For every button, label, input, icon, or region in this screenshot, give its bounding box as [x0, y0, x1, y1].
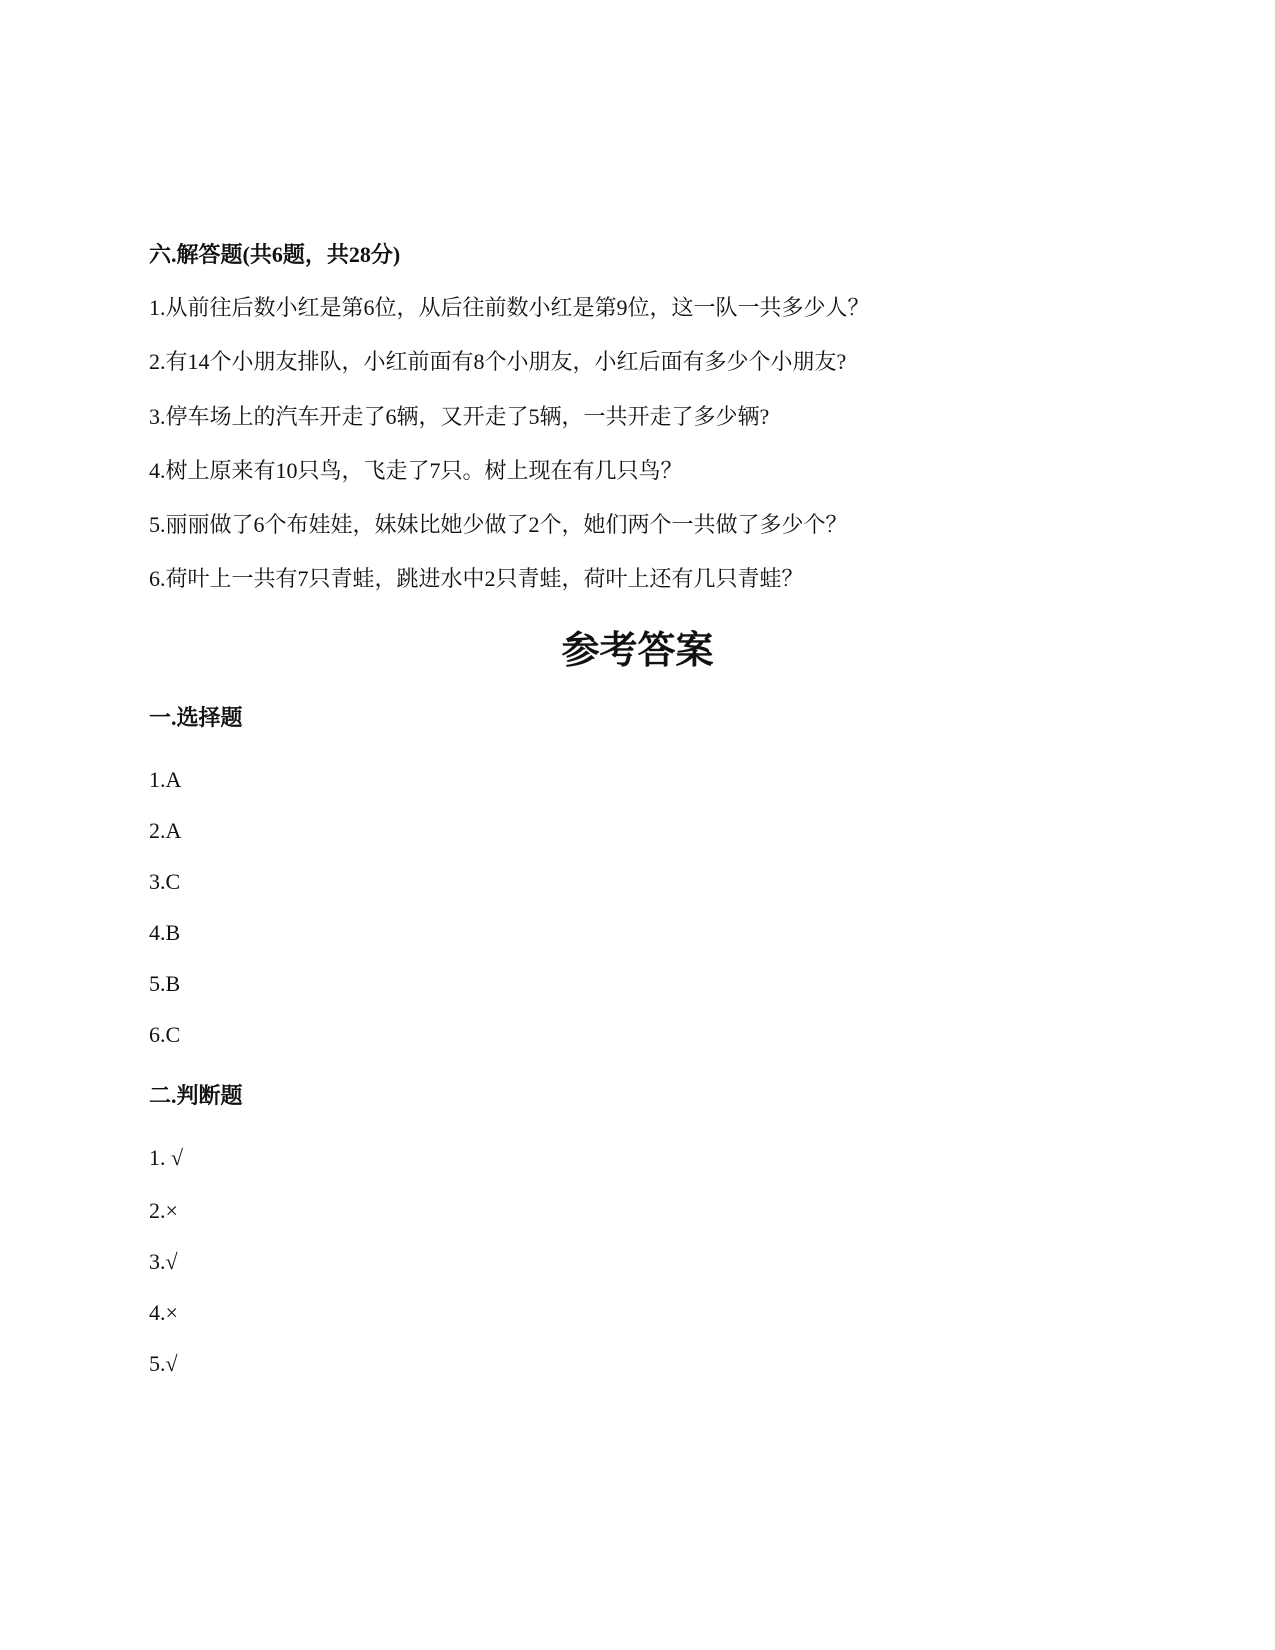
section-heading-judgement: 二.判断题 — [149, 1083, 243, 1108]
choice-answer: 2.A — [149, 818, 182, 843]
judgement-answer: 4.× — [149, 1300, 178, 1325]
question-item: 1.从前往后数小红是第6位，从后往前数小红是第9位，这一队一共多少人？ — [149, 295, 870, 320]
judgement-answer: 2.× — [149, 1198, 178, 1223]
question-item: 2.有14个小朋友排队，小红前面有8个小朋友，小红后面有多少个小朋友? — [149, 349, 847, 374]
section-heading-choice: 一.选择题 — [149, 705, 243, 730]
question-item: 5.丽丽做了6个布娃娃，妹妹比她少做了2个，她们两个一共做了多少个？ — [149, 512, 848, 537]
choice-answer: 5.B — [149, 971, 181, 996]
choice-answer: 6.C — [149, 1022, 181, 1047]
question-item: 3.停车场上的汽车开走了6辆，又开走了5辆，一共开走了多少辆? — [149, 404, 770, 429]
judgement-answer: 3.√ — [149, 1249, 178, 1274]
section-heading-answer-questions: 六.解答题(共6题，共28分) — [149, 242, 401, 267]
choice-answer: 4.B — [149, 920, 181, 945]
question-item: 4.树上原来有10只鸟，飞走了7只。树上现在有几只鸟？ — [149, 458, 683, 483]
question-item: 6.荷叶上一共有7只青蛙，跳进水中2只青蛙，荷叶上还有几只青蛙？ — [149, 566, 804, 591]
judgement-answer: 5.√ — [149, 1351, 178, 1376]
judgement-answer: 1. √ — [149, 1145, 184, 1170]
choice-answer: 3.C — [149, 869, 181, 894]
choice-answer: 1.A — [149, 767, 182, 792]
answer-key-title: 参考答案 — [561, 630, 714, 672]
